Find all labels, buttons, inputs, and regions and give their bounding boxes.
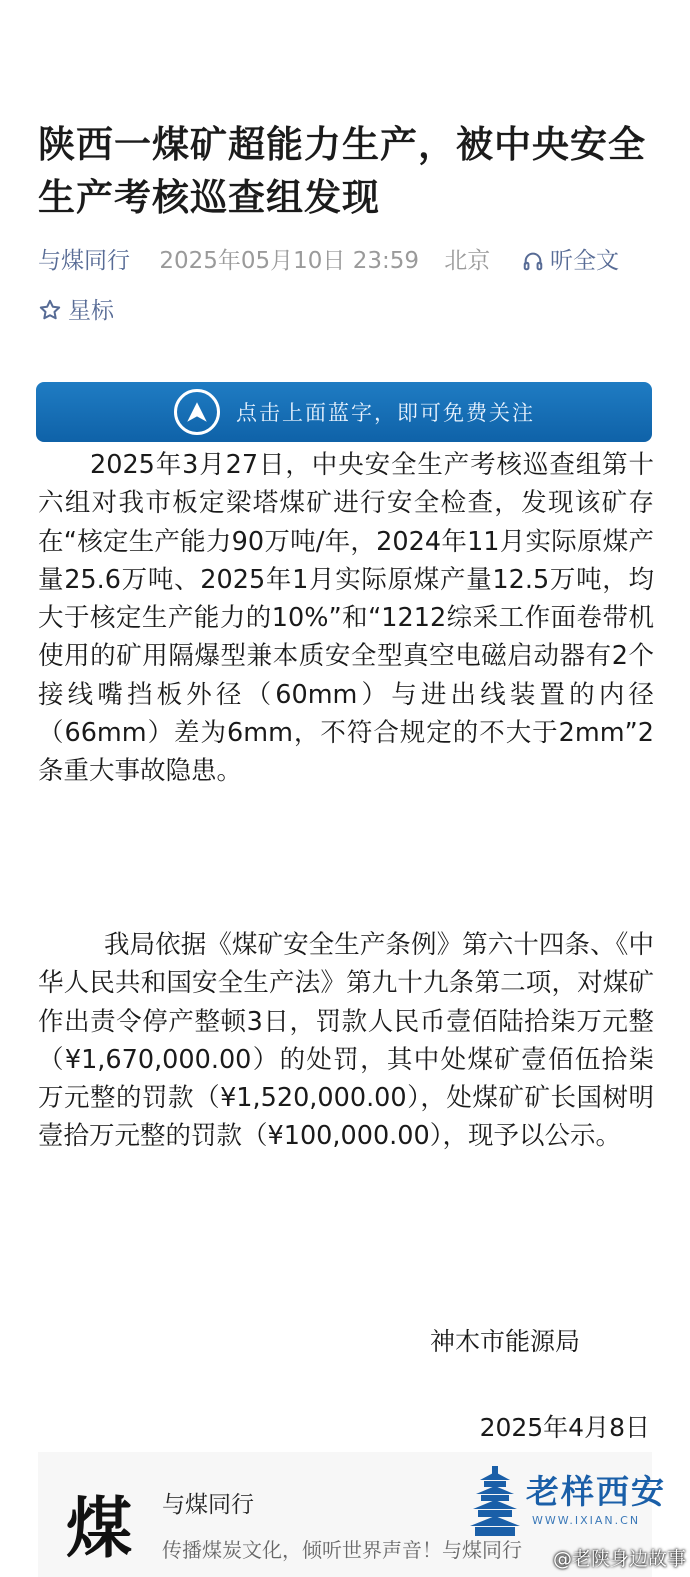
watermark-credit: @老陕身边故事 <box>552 1548 686 1570</box>
watermark <box>470 1462 690 1542</box>
signature-date: 2025年4月8日 <box>479 1413 650 1442</box>
pagoda-icon <box>470 1464 520 1538</box>
star-icon <box>38 298 62 322</box>
account-logo: 煤 <box>66 1489 132 1567</box>
listen-full-label: 听全文 <box>550 248 619 274</box>
article-title: 陕西一煤矿超能力生产，被中央安全生产考核巡查组发现 <box>38 123 646 219</box>
watermark-url: WWW.IXIAN.CN <box>532 1514 641 1527</box>
account-name-link[interactable]: 与煤同行 <box>38 248 130 274</box>
publish-location: 北京 <box>444 248 491 274</box>
article-paragraph: 2025年3月27日，中央安全生产考核巡查组第十六组对我市板定梁塔煤矿进行安全检查，发现该矿存在“核定生产能力90万吨/年，2024年11月实际原煤产量25.6万吨、2025年1月实际原煤产量12.5万吨，均大于核定生产能力的10%”和“1212综采工作面卷带机使用的矿用隔爆型兼本质安全型真空电磁启动器有2个接线嘴挡板外径（60mm）与进出线装置的内径（66mm）差为6mm，不符合规定的不大于2mm”2条重大事故隐患。 <box>38 450 654 787</box>
account-card-name: 与煤同行 <box>162 1492 254 1518</box>
signature: 神木市能源局 <box>429 1327 580 1356</box>
follow-banner-text: 点击上面蓝字，即可免费关注 <box>236 401 535 425</box>
listen-full-button[interactable] <box>522 242 619 275</box>
star-label: 星标 <box>68 298 114 324</box>
star-button[interactable] <box>38 292 114 325</box>
follow-banner[interactable] <box>36 382 652 442</box>
article-paragraph: 我局依据《煤矿安全生产条例》第六十四条、《中华人民共和国安全生产法》第九十九条第二项，对煤矿作出责令停产整顿3日，罚款人民币壹佰陆拾柒万元整（¥1,670,000.00）的处罚，其中处煤矿壹佰伍拾柒万元整的罚款（¥1,520,000.00），处煤矿矿长国树明壹拾万元整的罚款（¥100,000.00），现予以公示。 <box>38 930 654 1152</box>
headphones-icon <box>522 250 544 272</box>
publish-datetime: 2025年05月10日 23:59 <box>159 248 419 274</box>
account-card-slogan: 传播煤炭文化，倾听世界声音！与煤同行 <box>162 1538 522 1562</box>
arrow-up-circle-icon <box>174 389 220 435</box>
watermark-title: 老样西安 <box>526 1472 666 1511</box>
article-meta <box>38 242 678 282</box>
